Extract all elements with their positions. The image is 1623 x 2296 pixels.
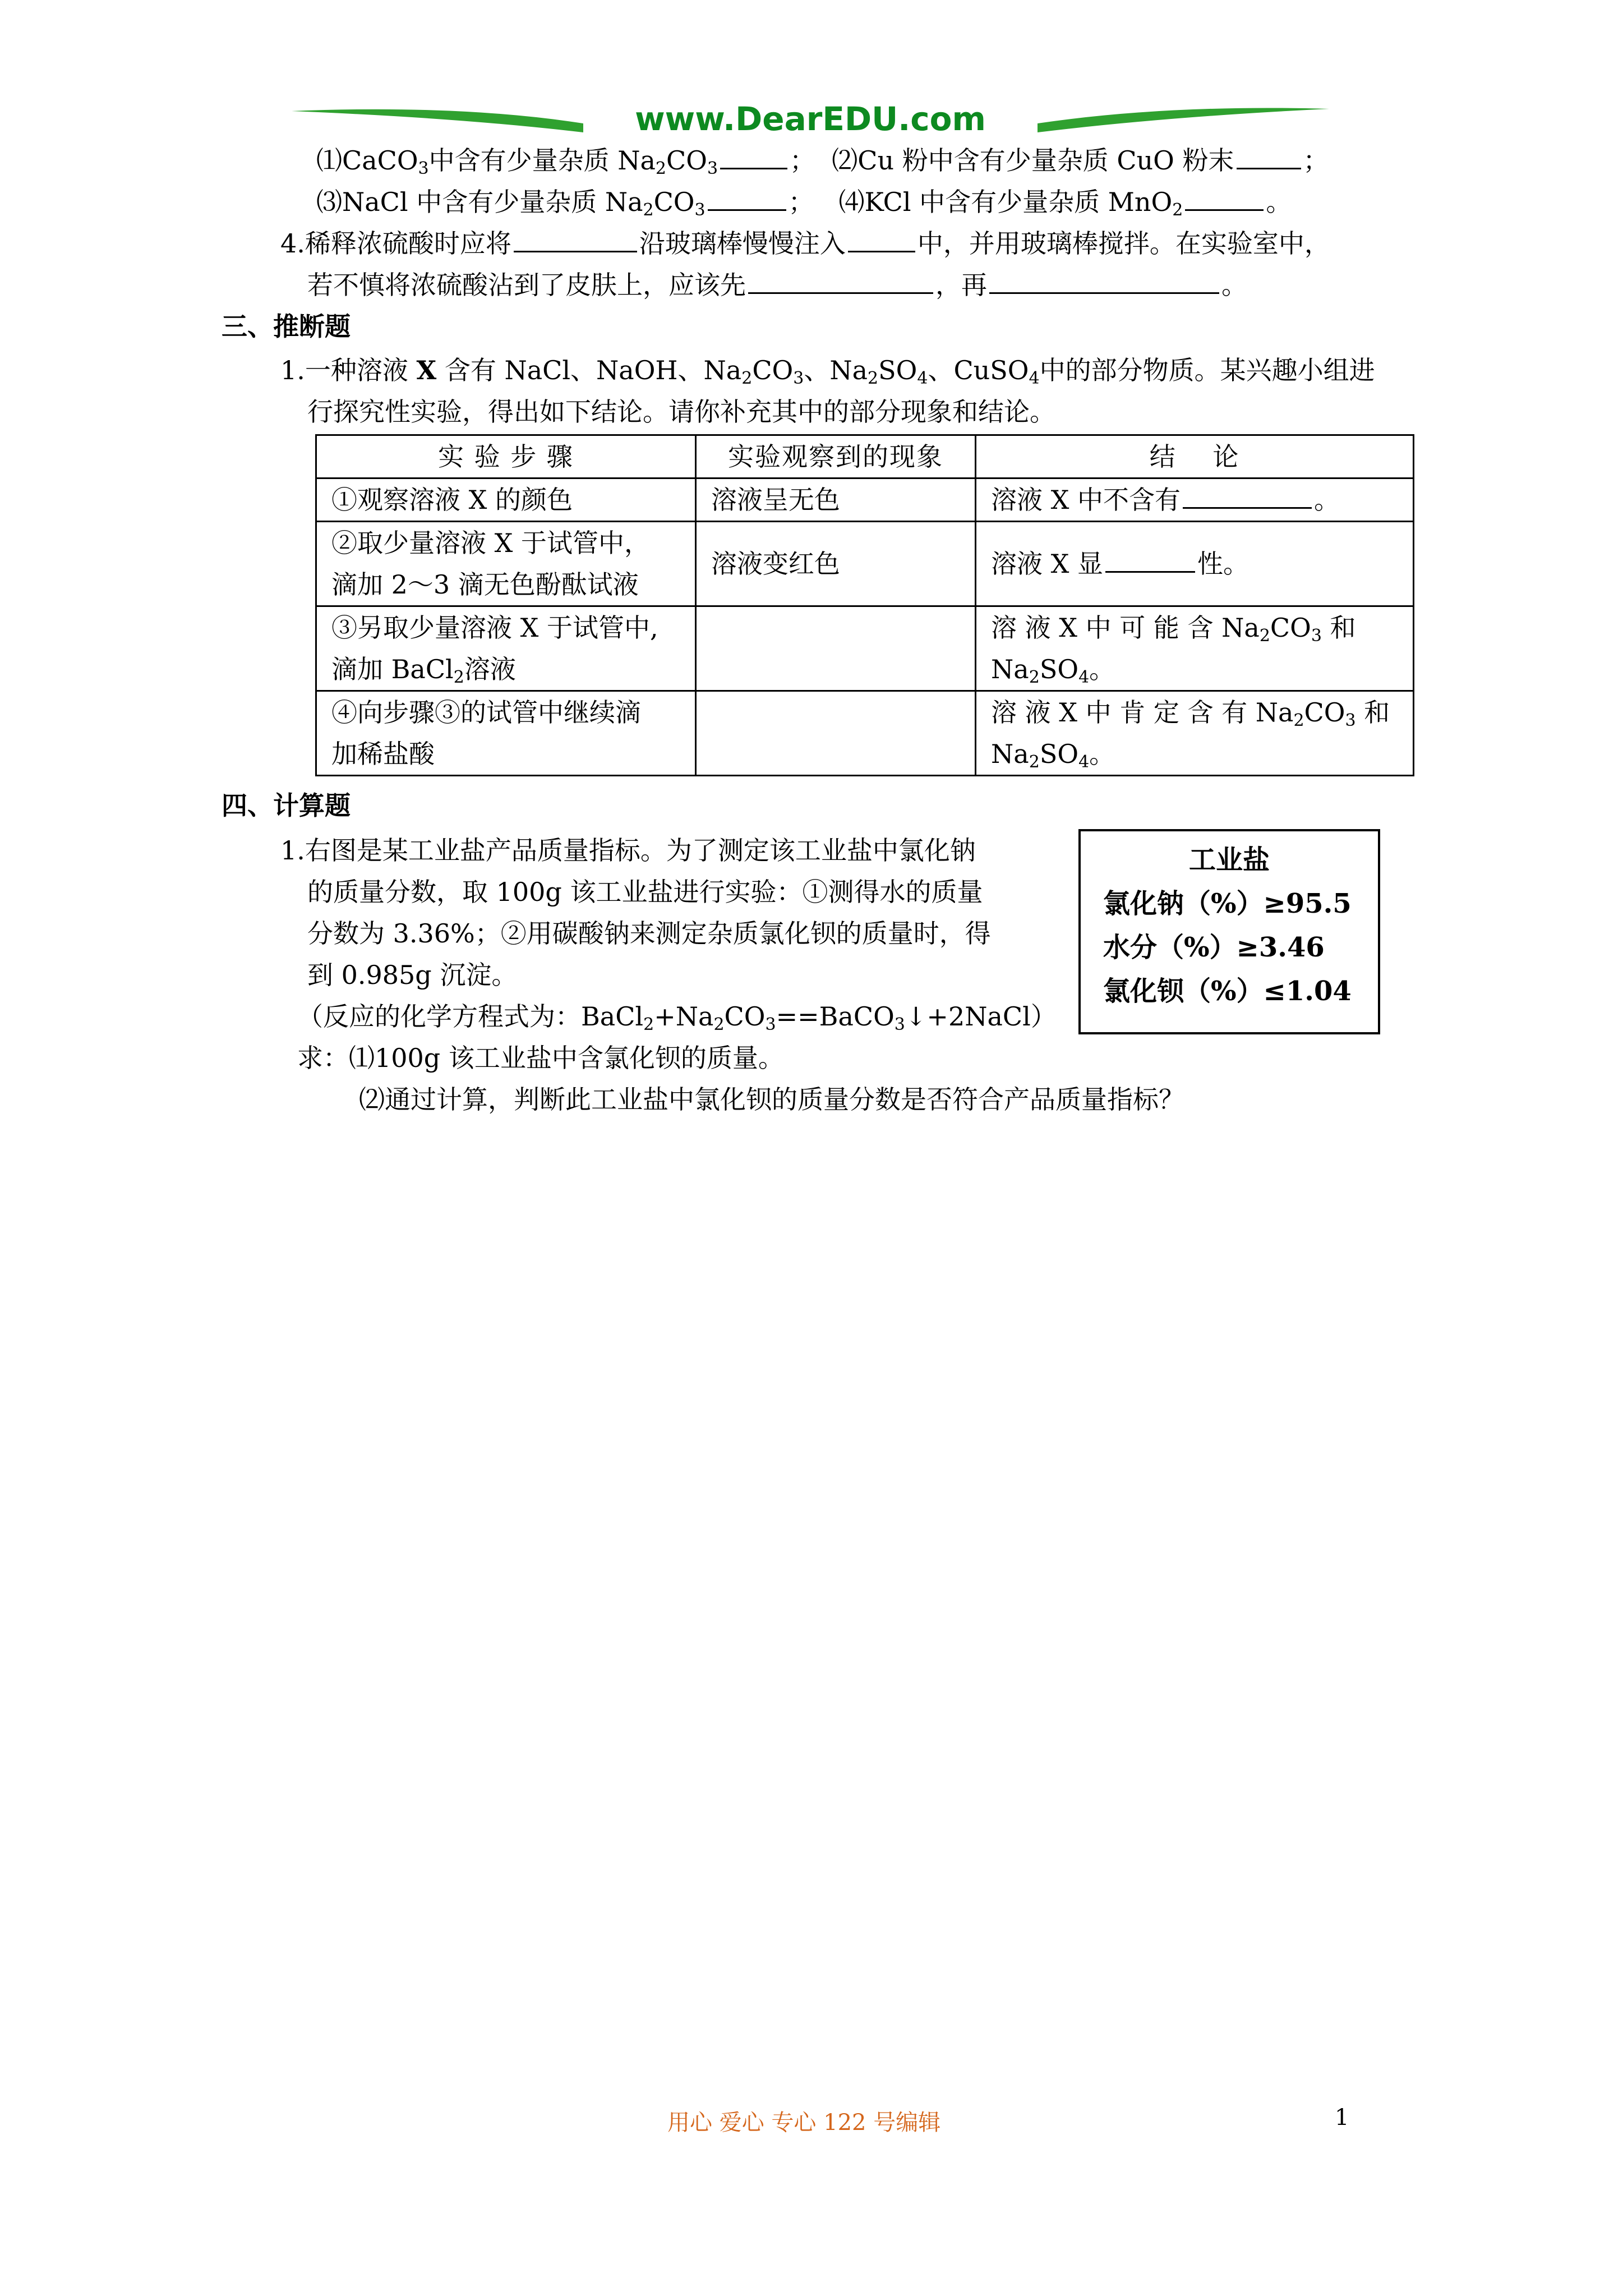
index-box-title: 工业盐 bbox=[1188, 844, 1270, 876]
table-header-cell: 结 论 bbox=[976, 435, 1414, 478]
answer-blank[interactable] bbox=[748, 270, 933, 294]
table-cell: 溶液变红色 bbox=[695, 522, 975, 606]
answer-blank[interactable] bbox=[1185, 187, 1264, 211]
section-4-line-4: 到 0.985g 沉淀。 bbox=[307, 960, 518, 990]
index-line: 水分（%）≥3.46 bbox=[1103, 932, 1325, 963]
section-3-intro-2: 行探究性实验，得出如下结论。请你补充其中的部分现象和结论。 bbox=[307, 397, 1055, 427]
question-4-line-1: 4.稀释浓硫酸时应将 沿玻璃棒慢慢注入 中，并用玻璃棒搅拌。在实验室中， bbox=[280, 228, 1330, 259]
answer-blank[interactable] bbox=[848, 228, 915, 252]
section-4-question-2: ⑵通过计算，判断此工业盐中氯化钡的质量分数是否符合产品质量指标？ bbox=[359, 1084, 1184, 1115]
table-cell bbox=[695, 606, 975, 691]
table-cell: ①观察溶液 X 的颜色 bbox=[316, 478, 696, 522]
question-line-2: ⑶NaCl 中含有少量杂质 $Na_2CO_3$ ； ⑷KCl 中含有少量杂质 MnO$_2$ 。 bbox=[316, 187, 1292, 220]
table-row bbox=[316, 691, 1414, 776]
answer-blank[interactable] bbox=[1105, 549, 1195, 573]
quality-index-box bbox=[1078, 829, 1380, 1034]
section-4-line-2: 的质量分数，取 100g 该工业盐进行实验：①测得水的质量 bbox=[307, 877, 983, 907]
answer-blank[interactable] bbox=[1183, 485, 1312, 509]
section-4-line-3: 分数为 3.36%；②用碳酸钠来测定杂质氯化钡的质量时，得 bbox=[307, 918, 991, 949]
table-cell: 溶液呈无色 bbox=[695, 478, 975, 522]
table-cell: ③另取少量溶液 X 于试管中, 滴加 BaCl$_2$溶液 bbox=[316, 606, 696, 691]
section-4-line-1: 1.右图是某工业盐产品质量指标。为了测定该工业盐中氯化钠 bbox=[280, 835, 976, 866]
page-number: 1 bbox=[1335, 2105, 1349, 2131]
index-line: 氯化钡（%）≤1.04 bbox=[1103, 976, 1352, 1007]
answer-blank[interactable] bbox=[708, 187, 786, 211]
table-cell: ④向步骤③的试管中继续滴 加稀盐酸 bbox=[316, 691, 696, 776]
section-3-intro-1: 1.一种溶液 X 含有 NaCl、NaOH、$Na_2CO_3$、$Na_2SO_4$、CuSO$_4$中的部分物质。某兴趣小组进 bbox=[280, 355, 1375, 388]
answer-blank[interactable] bbox=[514, 228, 637, 252]
reaction-equation: （反应的化学方程式为：$BaCl_2+Na_2CO_3==BaCO_3↓+2NaCl$） bbox=[297, 1001, 1057, 1034]
table-cell: 溶液 X 显 性。 bbox=[976, 522, 1414, 606]
table-row bbox=[316, 606, 1414, 691]
table-cell: 溶 液 X 中 肯 定 含 有 $Na_2CO_3$ 和 $Na_2SO_4$。 bbox=[976, 691, 1414, 776]
table-cell bbox=[695, 691, 975, 776]
header-logo bbox=[292, 99, 1329, 141]
table-cell: 溶液 X 中不含有 。 bbox=[976, 478, 1414, 522]
question-4-line-2: 若不慎将浓硫酸沾到了皮肤上，应该先 ，再 。 bbox=[307, 270, 1247, 300]
table-row bbox=[316, 522, 1414, 606]
answer-blank[interactable] bbox=[1237, 145, 1301, 169]
table-row bbox=[316, 478, 1414, 522]
answer-blank[interactable] bbox=[720, 145, 787, 169]
question-line-1: ⑴CaCO$_3$中含有少量杂质 $Na_2CO_3$ ； ⑵Cu 粉中含有少量杂质 CuO 粉末 ； bbox=[316, 145, 1329, 178]
section-3-title: 三、推断题 bbox=[222, 311, 351, 342]
footer-text: 用心 爱心 专心 122 号编辑 bbox=[667, 2110, 941, 2136]
section-4-question-1: 求：⑴100g 该工业盐中含氯化钡的质量。 bbox=[297, 1043, 784, 1073]
logo-text: www.DearEDU.com bbox=[635, 100, 986, 138]
table-header-cell: 实 验 步 骤 bbox=[316, 435, 696, 478]
table-header-row bbox=[316, 435, 1414, 478]
experiment-table bbox=[315, 434, 1414, 776]
table-header-cell: 实验观察到的现象 bbox=[695, 435, 975, 478]
section-4-title: 四、计算题 bbox=[222, 790, 351, 821]
answer-blank[interactable] bbox=[989, 270, 1219, 294]
index-line: 氯化钠（%）≥95.5 bbox=[1103, 888, 1352, 919]
table-cell: ②取少量溶液 X 于试管中， 滴加 2～3 滴无色酚酞试液 bbox=[316, 522, 696, 606]
table-cell: 溶 液 X 中 可 能 含 $Na_2CO_3$ 和 $Na_2SO_4$。 bbox=[976, 606, 1414, 691]
